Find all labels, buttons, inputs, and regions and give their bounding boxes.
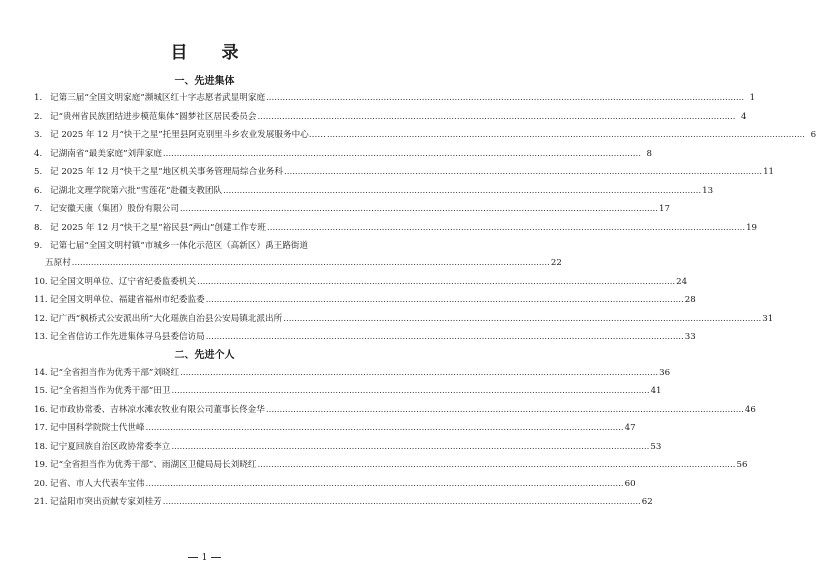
toc-entry[interactable] (34, 421, 636, 435)
entry-page: 22 (550, 258, 562, 268)
leader-dots (283, 165, 763, 179)
footer-dash-left (188, 557, 198, 558)
entry-number: 20. (34, 479, 48, 489)
entry-page: 24 (676, 277, 688, 287)
entry-number: 16. (34, 405, 48, 415)
toc-entry[interactable] (34, 147, 652, 161)
entry-title: 记市政协常委、吉林凉水滩农牧业有限公司董事长佟金华 (50, 405, 265, 415)
entry-title: 记第三届“全国文明家庭”濒城区红十字志愿者武显明家庭 (50, 93, 266, 103)
page-footer (0, 553, 409, 563)
leader-dots (222, 184, 702, 198)
entry-title: 记中国科学院院士代世峰 (50, 423, 145, 433)
entry-number: 5. (34, 167, 43, 177)
leader-dots (256, 458, 736, 472)
entry-page: 28 (684, 295, 696, 305)
entry-page: 53 (650, 442, 662, 452)
entry-page: 13 (702, 186, 714, 196)
toc-entry[interactable] (34, 165, 774, 179)
entry-page: 11 (763, 167, 774, 177)
entry-page: 46 (744, 405, 756, 415)
entry-number: 17. (34, 423, 48, 433)
entry-number: 8. (34, 223, 43, 233)
leader-dots (256, 110, 736, 124)
entry-number: 13. (34, 332, 48, 342)
entry-number: 15. (34, 386, 48, 396)
entry-title: 记“全省担当作为优秀干部”田卫 (50, 386, 171, 396)
toc-entry[interactable] (34, 312, 774, 326)
entry-page: 6 (810, 130, 816, 140)
entry-number: 19. (34, 460, 48, 470)
entry-page: 8 (646, 149, 652, 159)
toc-entry[interactable] (34, 91, 756, 105)
entry-number: 2. (34, 112, 43, 122)
entry-title: 记“全省担当作为优秀干部”、雨湖区卫健局局长刘晓红 (50, 460, 257, 470)
page-number: 1 (201, 553, 208, 563)
toc-entry[interactable] (34, 366, 671, 380)
entry-page: 33 (684, 332, 696, 342)
leader-dots (171, 384, 651, 398)
entry-title-continuation: 五原村 (45, 258, 71, 268)
entry-page: 19 (746, 223, 757, 233)
entry-number: 1. (34, 93, 43, 103)
toc-entry[interactable] (34, 221, 757, 235)
entry-title: 记“贵州省民族团结进步模范集体”圆梦社区居民委员会 (50, 112, 257, 122)
entry-title: 记广西“枫桥式公安派出所”大化瑶族自治县公安局镇北派出所 (50, 314, 283, 324)
entry-title: 记湖南省“最美家庭”刘萍家庭 (50, 149, 162, 159)
entry-title: 记全国文明单位、辽宁省纪委监委机关 (50, 277, 197, 287)
toc-entry[interactable] (34, 440, 662, 454)
entry-number: 12. (34, 314, 48, 324)
leader-dots (170, 440, 650, 454)
entry-number: 7. (34, 204, 43, 214)
leader-dots (179, 202, 659, 216)
entry-number: 10. (34, 277, 48, 287)
toc-entry[interactable] (34, 110, 747, 124)
entry-number: 14. (34, 368, 48, 378)
section-heading-individual: 二、先进个人 (174, 350, 235, 361)
leader-dots (145, 421, 625, 435)
entry-title: 记省、市人大代表车宝伟 (50, 479, 145, 489)
leader-dots (205, 330, 685, 344)
entry-number: 4. (34, 149, 43, 159)
leader-dots (205, 293, 685, 307)
entry-page: 41 (650, 386, 662, 396)
entry-page: 4 (741, 112, 747, 122)
leader-dots (282, 312, 762, 326)
entry-page: 1 (749, 93, 756, 103)
entry-title: 记“全省担当作为优秀干部”刘晓红 (50, 368, 180, 378)
entry-title: 记湖北文理学院第六批“雪莲花”赴疆支教团队 (50, 186, 223, 196)
leader-dots (162, 495, 642, 509)
leader-dots (196, 275, 676, 289)
entry-page: 56 (736, 460, 748, 470)
entry-page: 17 (658, 204, 670, 214)
leader-dots (145, 477, 625, 491)
entry-number: 21. (34, 497, 48, 507)
toc-entry[interactable] (34, 239, 376, 253)
leader-dots (71, 256, 551, 270)
leader-dots (265, 91, 745, 105)
toc-entry[interactable] (34, 275, 688, 289)
entry-page: 36 (659, 368, 671, 378)
toc-entry[interactable] (34, 384, 662, 398)
leader-dots (266, 221, 746, 235)
leader-dots (265, 403, 745, 417)
entry-title: 记全省信访工作先进集体寻乌县委信访局 (50, 332, 205, 342)
leader-dots (162, 147, 642, 161)
entry-page: 31 (762, 314, 774, 324)
page-title: 目 录 (170, 43, 253, 63)
entry-title: 记 2025 年 12 月“快干之星”地区机关事务管理局综合业务科 (50, 167, 283, 177)
entry-title: 记 2025 年 12 月“快干之星”裕民县“两山”创建工作专班 (50, 223, 266, 233)
leader-dots (326, 128, 806, 142)
entry-title: 记宁夏回族自治区政协常委李立 (50, 442, 171, 452)
entry-page: 47 (624, 423, 636, 433)
leader-dots (179, 366, 659, 380)
entry-number: 18. (34, 442, 48, 452)
toc-entry[interactable] (34, 495, 653, 509)
entry-title: 记第七届“全国文明村镇”市城乡一体化示范区（高新区）禹王路街道 (50, 241, 309, 251)
section-heading-collective: 一、先进集体 (174, 76, 235, 87)
toc-entry-continuation[interactable] (45, 256, 562, 270)
toc-entry[interactable] (34, 202, 670, 216)
entry-page: 60 (624, 479, 636, 489)
entry-title: 记益阳市突出贡献专家刘桂芳 (50, 497, 162, 507)
toc-entry[interactable] (34, 128, 816, 142)
toc-entry[interactable] (34, 403, 756, 417)
entry-number: 9. (34, 241, 43, 251)
toc-entry[interactable] (34, 477, 636, 491)
entry-number: 3. (34, 130, 43, 140)
footer-dash-right (211, 557, 221, 558)
toc-entry[interactable] (34, 458, 748, 472)
entry-title: 记全国文明单位、福建省福州市纪委监委 (50, 295, 205, 305)
entry-title: 记 2025 年 12 月“快干之星”托里县阿克别里斗乡农业发展服务中心…… (50, 130, 326, 140)
toc-entry[interactable] (34, 184, 714, 198)
toc-entry[interactable] (34, 293, 696, 307)
toc-entry[interactable] (34, 330, 696, 344)
entry-number: 6. (34, 186, 43, 196)
entry-number: 11. (34, 295, 48, 305)
entry-page: 62 (641, 497, 653, 507)
entry-title: 记安徽天康（集团）股份有限公司 (50, 204, 179, 214)
